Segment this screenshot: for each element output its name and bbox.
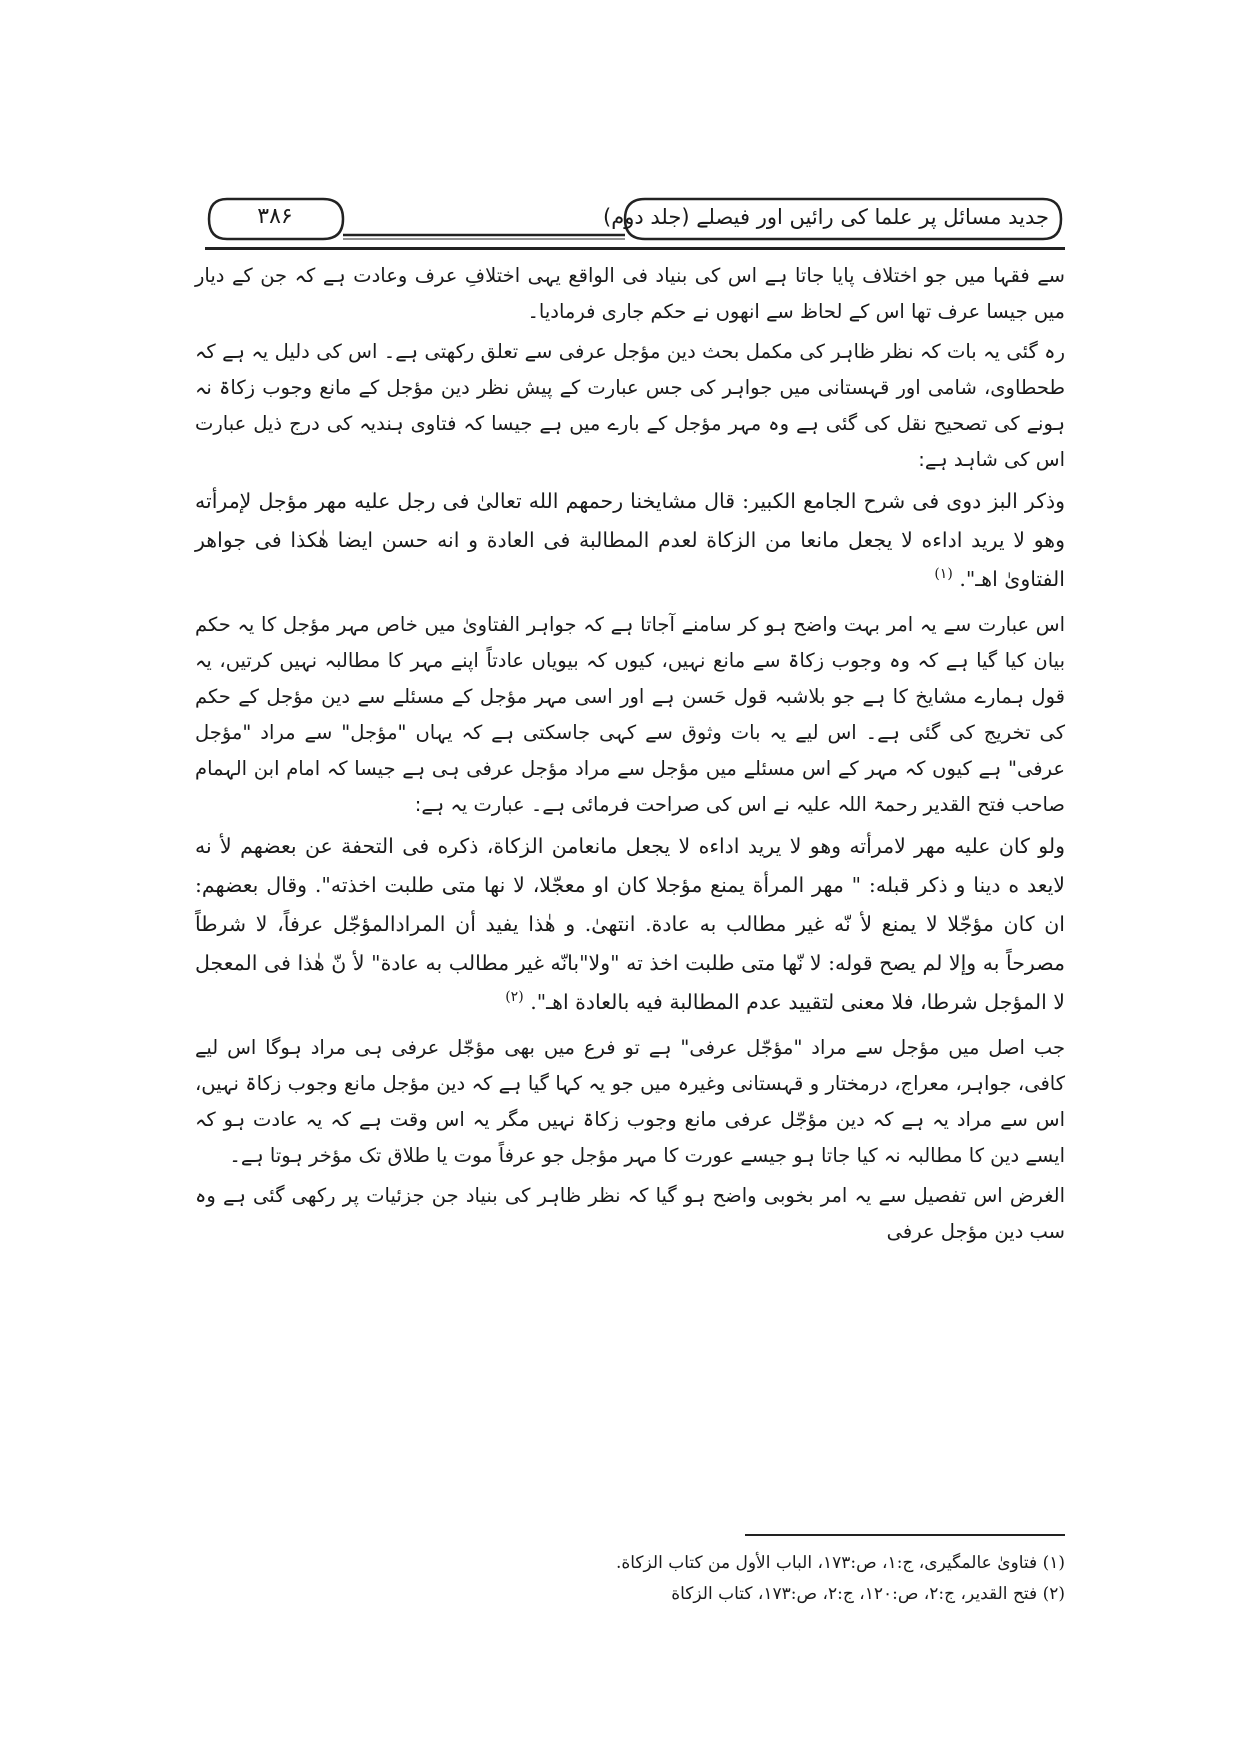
- page-header: [205, 195, 1065, 243]
- page-body: [195, 258, 1065, 1254]
- urdu-paragraph-1: سے فقہا میں جو اختلاف پایا جاتا ہے اس کی بنیاد فی الواقع یہی اختلافِ عرف وعادت ہے کہ جن کے دیار میں جیسا عرف تھا اس کے لحاظ سے انھوں نے حکم جاری فرمادیا۔: [195, 264, 1065, 323]
- urdu-paragraph-4: جب اصل میں مؤجل سے مراد "مؤجّل عرفی" ہے تو فرع میں بھی مؤجّل عرفی ہی مراد ہوگا اس لیے کافی، جواہر، معراج، درمختار و قہستانی وغیرہ میں جو یہ کہا گیا ہے کہ دین مؤجل مانع وجوب زکاۃ نہیں، اس سے مراد یہ ہے کہ دین مؤجّل عرفی مانع وجوب زکاۃ نہیں مگر یہ اس وقت ہے کہ یہ عادت ہو کہ ایسے دین کا مطالبہ نہ کیا جاتا ہو جیسے عورت کا مہر مؤجل جو عرفاً موت یا طلاق تک مؤخر ہوتا ہے۔: [195, 1036, 1065, 1167]
- footnote-ref-2[interactable]: (۲): [505, 989, 524, 1006]
- book-title: جدید مسائل پر علما کی رائیں اور فیصلے (جلد دوم): [603, 205, 1049, 229]
- footnote-1: (۱) فتاویٰ عالمگیری، ج:۱، ص:۱۷۳، الباب الأول من كتاب الزكاة.: [615, 1553, 1065, 1573]
- urdu-paragraph-5: الغرض اس تفصیل سے یہ امر بخوبی واضح ہو گیا کہ نظر ظاہر کی بنیاد جن جزئیات پر رکھی گئی ہے وہ سب دین مؤجل عرفی: [195, 1184, 1065, 1243]
- footnote-2: (۲) فتح القدير، ج:۲، ص:۱۲۰، ج:۲، ص:۱۷۳، كتاب الزكاة: [671, 1584, 1065, 1604]
- footnote-ref-1[interactable]: (۱): [934, 566, 953, 583]
- arabic-quote-1: [195, 482, 1065, 599]
- arabic-quote-1-text: وذكر البز دوی فی شرح الجامع الكبير: قال مشايخنا رحمهم الله تعالىٰ فی رجل عليه مهر مؤجل لإمرأته وهو لا يريد اداءه لا يجعل مانعا من الزكاة لعدم المطالبة فی العادة و انه حسن ايضا هٰكذا فی جواهر الفتاویٰ اهـ".: [195, 489, 1065, 591]
- urdu-paragraph-2: رہ گئی یہ بات کہ نظر ظاہر کی مکمل بحث دین مؤجل عرفی سے تعلق رکھتی ہے۔ اس کی دلیل یہ ہے کہ طحطاوی، شامی اور قہستانی میں جواہر کی جس عبارت کے پیش نظر دین مؤجل کے مانع وجوب زکاۃ نہ ہونے کی تصحیح نقل کی گئی ہے وہ مہر مؤجل کے بارے میں ہے جیسا کہ فتاوی ہندیہ کی درج ذیل عبارت اس کی شاہد ہے:: [195, 340, 1065, 471]
- urdu-paragraph-3: اس عبارت سے یہ امر بہت واضح ہو کر سامنے آجاتا ہے کہ جواہر الفتاویٰ میں خاص مہر مؤجل کا یہ حکم بیان کیا گیا ہے کہ وہ وجوب زکاۃ سے مانع نہیں، کیوں کہ بیویاں عادتاً اپنے مہر کا مطالبہ نہیں کرتیں، یہ قول ہمارے مشایخ کا ہے جو بلاشبہ قول حَسن ہے اور اسی مہر مؤجل کے مسئلے سے دین مؤجل کے حکم کی تخریج کی گئی ہے۔ اس لیے یہ بات وثوق سے کہی جاسکتی ہے کہ یہاں "مؤجل" سے مراد "مؤجل عرفی" ہے کیوں کہ مہر کے اس مسئلے میں مؤجل سے مراد مؤجل عرفی ہی ہے جیسا کہ امام ابن الہمام صاحب فتح القدیر رحمۃ اللہ علیہ نے اس کی صراحت فرمائی ہے۔ عبارت یہ ہے:: [195, 613, 1065, 816]
- footnotes: [500, 1548, 1065, 1610]
- footnote-divider: [745, 1534, 1065, 1536]
- arabic-quote-2: [195, 827, 1065, 1022]
- arabic-quote-2-text: ولو كان عليه مهر لامرأته وهو لا يريد اداءه لا يجعل مانعامن الزكاة، ذكره فی التحفة عن بعضهم لأ نه لايعد ه دينا و ذكر قبله: " مهر المرأة يمنع مؤجلا كان او معجّلا، لا نها متی طلبت اخذته". وقال بعضهم: ان كان مؤجّلا لا يمنع لأ نّه غير مطالب به عادة. انتهیٰ. و هٰذا يفيد أن المرادالمؤجّل عرفاً، لا شرطاً مصرحاً به وإلا لم يصح قوله: لا نّها متی طلبت اخذ ته "ولا"بانّه غير مطالب به عادة" لأ نّ هٰذا فی المعجل لا المؤجل شرطا، فلا معنى لتقييد عدم المطالبة فيه بالعادة اهـ".: [195, 834, 1065, 1014]
- page-number: ۳۸۶: [257, 204, 293, 229]
- header-divider: [205, 247, 1065, 250]
